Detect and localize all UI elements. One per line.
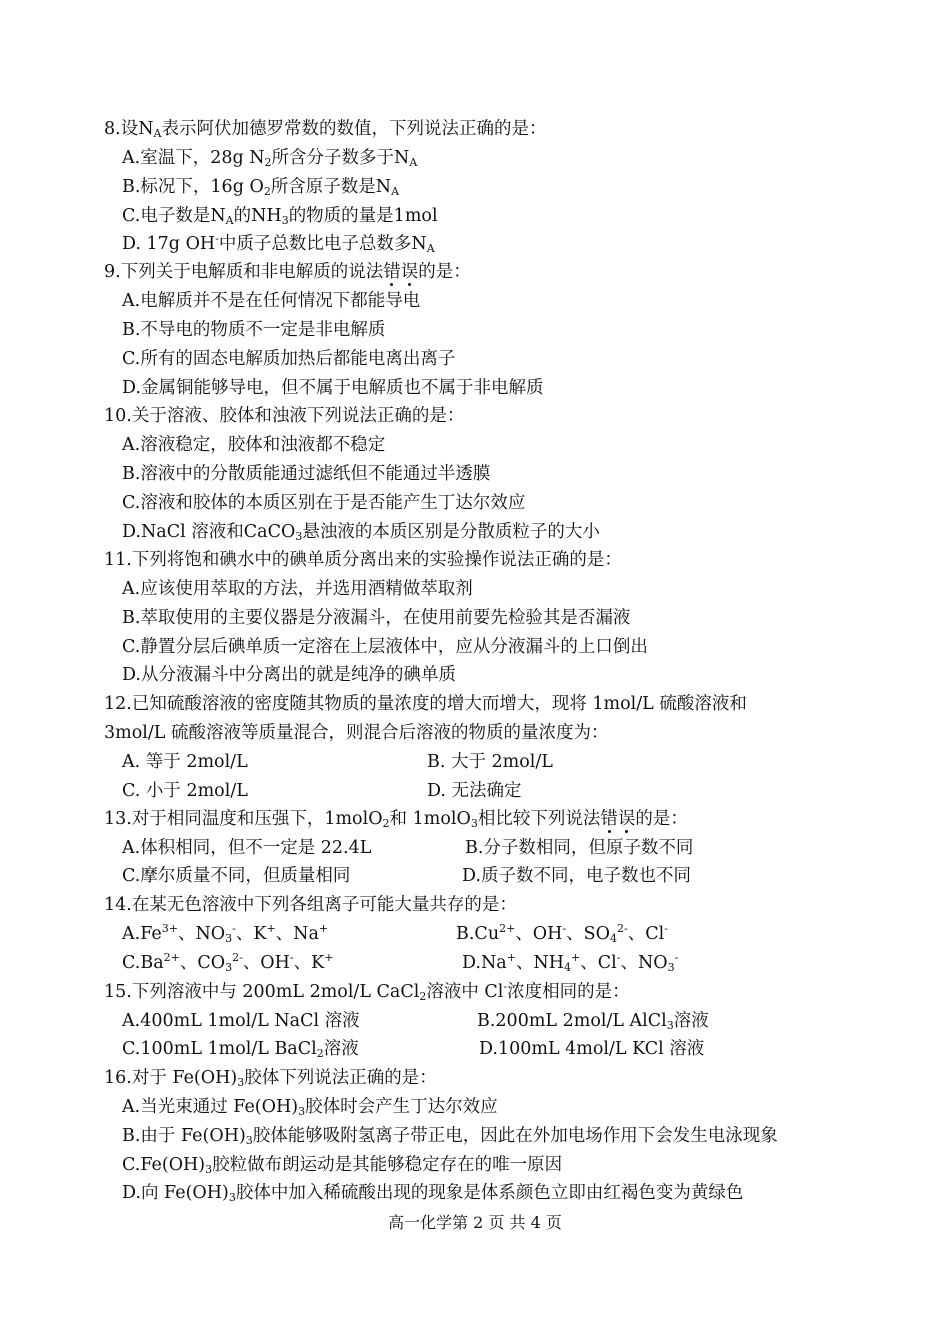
question-10-option-a: A.溶液稳定，胶体和浊液都不稳定: [122, 435, 386, 455]
question-11-option-a: A.应该使用萃取的方法，并选用酒精做萃取剂: [122, 579, 473, 599]
emphasis-dot: 错: [383, 262, 401, 282]
question-15-option-a: A.400mL 1mol/L NaCl 溶液: [122, 1011, 360, 1031]
question-12-option-d: D. 无法确定: [427, 781, 522, 801]
question-11-option-c: C.静置分层后碘单质一定溶在上层液体中，应从分液漏斗的上口倒出: [122, 637, 648, 657]
question-11-option-d: D.从分液漏斗中分离出的就是纯净的碘单质: [122, 665, 456, 685]
question-13-options-row1: [122, 834, 882, 863]
question-9-stem: 9.下列关于电解质和非电解质的说法错误的是：: [104, 262, 471, 282]
question-10-option-c: C.溶液和胶体的本质区别在于是否能产生丁达尔效应: [122, 493, 526, 513]
question-8-option-d: D. 17g OH-中质子总数比电子总数多$N_A$: [122, 232, 435, 255]
question-8-option-b: B.标况下，16g $O_2$所含原子数是$N_A$: [122, 177, 400, 198]
question-14-options-row1: [122, 920, 882, 949]
question-12-option-a: A. 等于 2mol/L: [122, 752, 248, 772]
question-8-option-a: A.室温下，28g $N_2$所含分子数多于$N_A$: [122, 148, 418, 169]
question-9-option-c: C.所有的固态电解质加热后都能电离出离子: [122, 349, 456, 369]
question-13-option-d: D.质子数不同，电子数也不同: [462, 866, 691, 886]
question-10-stem: 10.关于溶液、胶体和浊液下列说法正确的是：: [104, 406, 465, 426]
page-footer: 高一化学第 2 页 共 4 页: [388, 1213, 562, 1232]
question-15-option-c: C.100mL 1mol/L BaCl$_2$溶液: [122, 1039, 359, 1060]
question-13-options-row2: [122, 862, 882, 891]
question-11-option-b: B.萃取使用的主要仪器是分液漏斗，在使用前要先检验其是否漏液: [122, 608, 631, 628]
question-13-stem: 13.对于相同温度和压强下，1molO$_2$和 1molO$_3$相比较下列说法错误的是：: [104, 809, 688, 830]
question-11-stem: 11.下列将饱和碘水中的碘单质分离出来的实验操作说法正确的是：: [104, 550, 622, 570]
question-14-option-c: $C.Ba^{2+}$、$CO_3^{2-}$、OH-、K+: [122, 951, 334, 974]
question-12-stem-line2: 3mol/L 硫酸溶液等质量混合，则混合后溶液的物质的量浓度为：: [104, 723, 609, 743]
question-14-stem: 14.在某无色溶液中下列各组离子可能大量共存的是：: [104, 895, 517, 915]
question-15-option-b: B.200mL 2mol/L AlCl$_3$溶液: [477, 1011, 709, 1032]
question-9-option-b: B.不导电的物质不一定是非电解质: [122, 320, 386, 340]
question-13-option-b: B.分子数相同，但原子数不同: [465, 838, 694, 858]
question-12-options-row1: [122, 748, 882, 777]
question-12-stem-line1: 12.已知硫酸溶液的密度随其物质的量浓度的增大而增大，现将 1mol/L 硫酸溶液和: [104, 694, 747, 714]
question-10-option-b: B.溶液中的分散质能通过滤纸但不能通过半透膜: [122, 464, 491, 484]
question-15-stem: 15.下列溶液中与 200mL 2mol/L CaCl$_2$溶液中 Cl-浓度相同的是：: [104, 980, 630, 1003]
question-16-stem: 16.对于 $Fe(OH)_3$胶体下列说法正确的是：: [104, 1068, 437, 1089]
question-8-option-c: C.电子数是$N_A$的$NH_3$的物质的量是1mol: [122, 206, 438, 227]
emphasis-dot: 误: [400, 262, 419, 282]
question-15-option-d: D.100mL 4mol/L KCl 溶液: [479, 1039, 705, 1059]
question-14-option-a: $A.Fe^{3+}$、$NO_3^-$、K+、Na+: [122, 922, 329, 945]
question-9-option-a: A.电解质并不是在任何情况下都能导电: [122, 291, 421, 311]
question-14-options-row2: [122, 949, 882, 978]
question-12-option-c: C. 小于 2mol/L: [122, 781, 248, 801]
question-16-option-c: $C.Fe(OH)_3$胶粒做布朗运动是其能够稳定存在的唯一原因: [122, 1155, 563, 1176]
question-8-stem: 8.设$N_A$表示阿伏加德罗常数的数值，下列说法正确的是：: [104, 119, 547, 140]
question-14-option-b: $B.Cu^{2+}$、OH-、$SO_4^{2-}$、Cl-: [456, 922, 668, 945]
question-14-option-d: D.Na+、$NH_4^+$、Cl-、$NO_3^-$: [462, 951, 679, 974]
question-13-option-a: A.体积相同，但不一定是 22.4L: [122, 838, 372, 858]
question-15-options-row2: [122, 1035, 882, 1064]
question-13-option-c: C.摩尔质量不同，但质量相同: [122, 866, 351, 886]
question-12-options-row2: [122, 777, 882, 806]
question-15-options-row1: [122, 1007, 882, 1036]
question-16-option-b: B.由于 $Fe(OH)_3$胶体能够吸附氢离子带正电，因此在外加电场作用下会发生电泳现象: [122, 1126, 778, 1147]
question-12-option-b: B. 大于 2mol/L: [427, 752, 553, 772]
question-16-option-a: A.当光束通过 $Fe(OH)_3$胶体时会产生丁达尔效应: [122, 1097, 498, 1118]
emphasis-dot: 错: [600, 809, 618, 829]
question-10-option-d: D.NaCl 溶液和CaCO$_3$悬浊液的本质区别是分散质粒子的大小: [122, 522, 600, 543]
emphasis-dot: 误: [617, 809, 636, 829]
question-9-option-d: D.金属铜能够导电，但不属于电解质也不属于非电解质: [122, 378, 544, 398]
question-16-option-d: D.向 $Fe(OH)_3$胶体中加入稀硫酸出现的现象是体系颜色立即由红褐色变为黄绿色: [122, 1183, 744, 1204]
